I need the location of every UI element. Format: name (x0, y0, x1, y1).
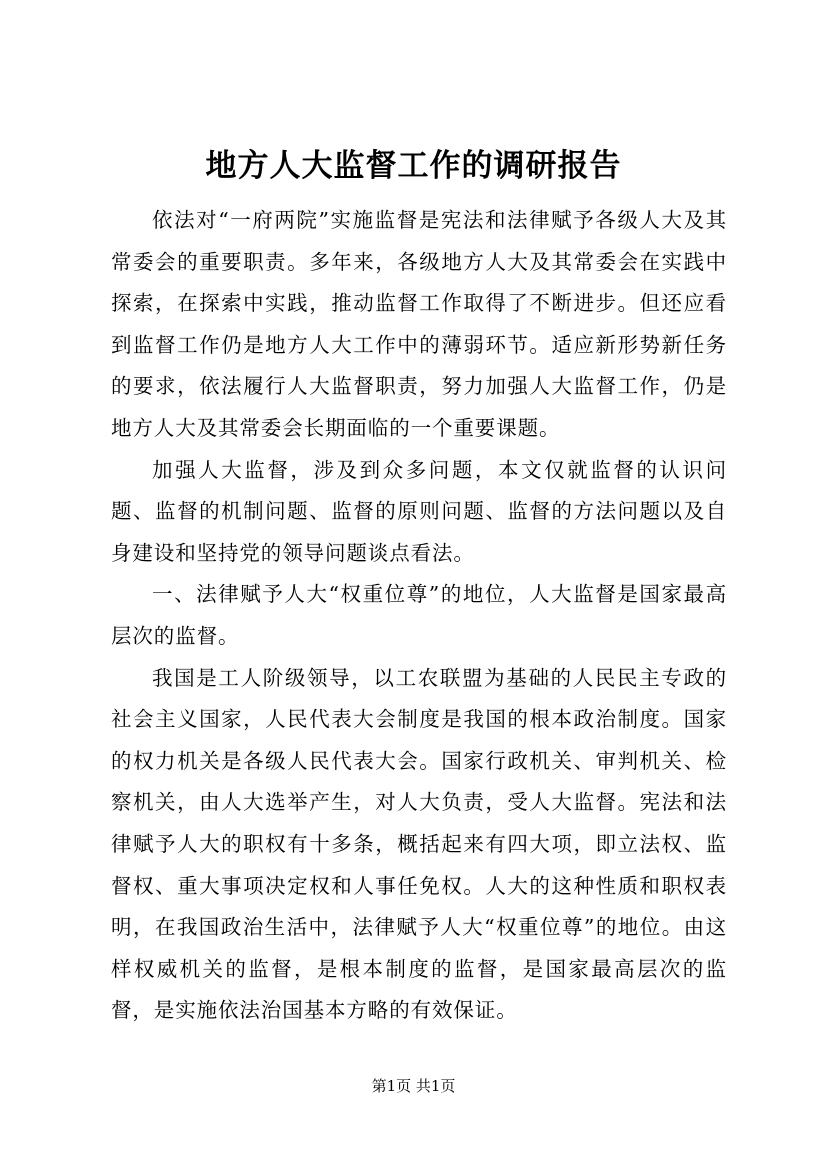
paragraph-intro: 依法对“一府两院”实施监督是宪法和法律赋予各级人大及其常委会的重要职责。多年来，各级地方人大及其常委会在实践中探索，在探索中实践，推动监督工作取得了不断进步。但还应看到监督工作仍是地方人大工作中的薄弱环节。适应新形势新任务的要求，依法履行人大监督职责，努力加强人大监督工作，仍是地方人大及其常委会长期面临的一个重要课题。 (111, 208, 727, 440)
page-footer: 第1页 共1页 (371, 1077, 456, 1095)
paragraph-section-one: 我国是工人阶级领导，以工农联盟为基础的人民民主专政的社会主义国家，人民代表大会制度是我国的根本政治制度。国家的权力机关是各级人民代表大会。国家行政机关、审判机关、检察机关，由人大选举产生，对人大负责，受人大监督。宪法和法律赋予人大的职权有十多条，概括起来有四大项，即立法权、监督权、重大事项决定权和人事任免权。人大的这种性质和职权表明，在我国政治生活中，法律赋予人大“权重位尊”的地位。由这样权威机关的监督，是根本制度的监督，是国家最高层次的监督，是实施依法治国基本方略的有效保证。 (111, 665, 727, 1023)
section-heading-one: 一、法律赋予人大“权重位尊”的地位，人大监督是国家最高层次的监督。 (111, 582, 727, 648)
document-body (111, 200, 727, 1032)
document-title: 地方人大监督工作的调研报告 (205, 148, 622, 184)
paragraph-scope: 加强人大监督，涉及到众多问题，本文仅就监督的认识问题、监督的机制问题、监督的原则问题、监督的方法问题以及自身建设和坚持党的领导问题谈点看法。 (111, 457, 727, 565)
